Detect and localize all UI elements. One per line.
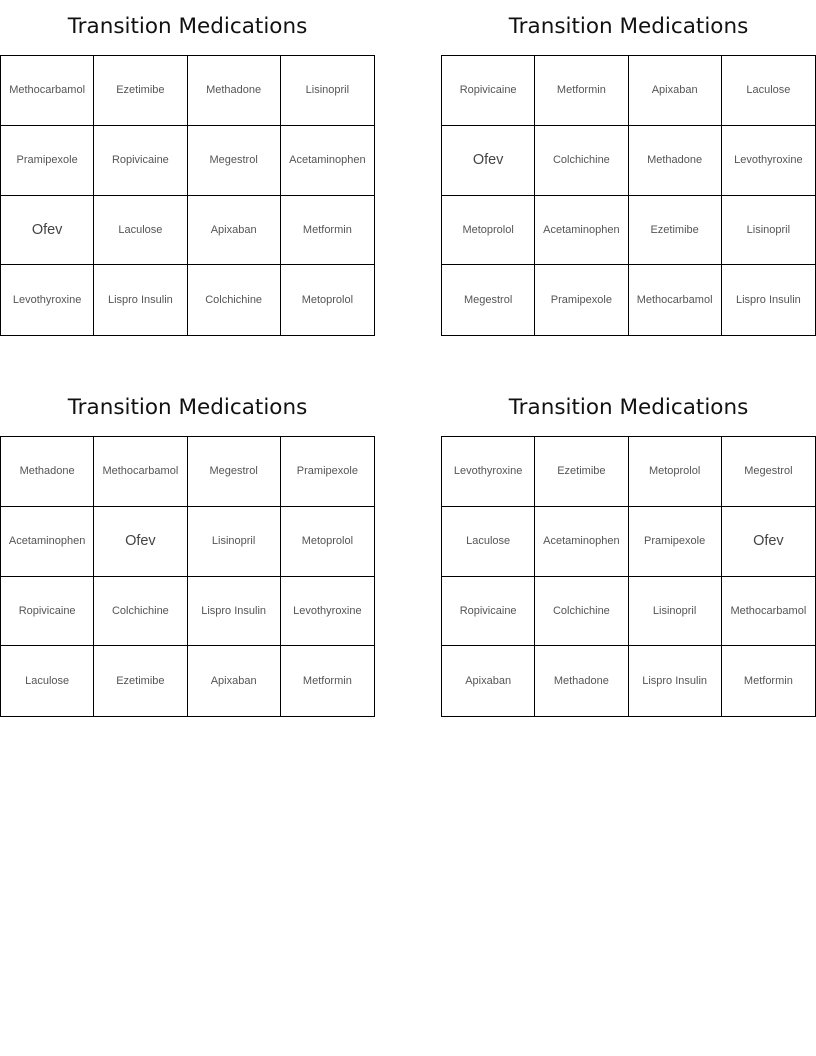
bingo-cell: Ezetimibe	[94, 646, 187, 716]
bingo-cell: Methadone	[188, 56, 281, 126]
bingo-cell: Laculose	[442, 507, 535, 577]
bingo-cell: Metoprolol	[629, 437, 722, 507]
bingo-cell: Megestrol	[188, 126, 281, 196]
bingo-cell: Colchichine	[188, 265, 281, 335]
bingo-cell: Colchichine	[535, 577, 628, 647]
bingo-cell: Ropivicaine	[442, 577, 535, 647]
bingo-cell: Colchichine	[535, 126, 628, 196]
bingo-cell: Methadone	[535, 646, 628, 716]
bingo-cell: Pramipexole	[281, 437, 374, 507]
bingo-cell: Metformin	[302, 675, 352, 688]
bingo-grid	[441, 55, 816, 336]
card-title: Transition Medications	[508, 14, 749, 39]
card-title: Transition Medications	[508, 395, 749, 420]
bingo-grid	[441, 436, 816, 717]
bingo-cell: Lispro Insulin	[735, 294, 801, 307]
card-title: Transition Medications	[67, 395, 308, 420]
bingo-free-cell: Ofev	[722, 507, 815, 577]
bingo-card	[0, 391, 375, 688]
bingo-free-cell: Ofev	[94, 507, 187, 577]
bingo-cell: Methadone	[629, 126, 722, 196]
bingo-grid	[0, 436, 375, 717]
bingo-free-cell: Ofev	[1, 196, 94, 266]
bingo-cell: Colchichine	[94, 577, 187, 647]
bingo-cell: Pramipexole	[629, 507, 722, 577]
bingo-cell: Methocarbamol	[1, 56, 94, 126]
bingo-cell: Megestrol	[442, 265, 535, 335]
bingo-free-cell: Ofev	[442, 126, 535, 196]
bingo-cell: Acetaminophen	[1, 507, 94, 577]
bingo-cell: Pramipexole	[535, 265, 628, 335]
bingo-cell: Acetaminophen	[535, 507, 628, 577]
bingo-cell: Laculose	[94, 196, 187, 266]
bingo-cell: Apixaban	[188, 196, 281, 266]
card-title: Transition Medications	[67, 14, 308, 39]
bingo-cell: Ezetimibe	[629, 196, 722, 266]
bingo-cell: Lispro Insulin	[188, 577, 281, 647]
bingo-cell: Lisinopril	[722, 196, 815, 266]
bingo-cell: Metoprolol	[301, 294, 354, 307]
bingo-cell: Laculose	[1, 646, 94, 716]
bingo-cell: Megestrol	[188, 437, 281, 507]
bingo-cell: Methocarbamol	[629, 265, 722, 335]
bingo-grid	[0, 55, 375, 336]
bingo-cell: Levothyroxine	[722, 126, 815, 196]
bingo-cell: Lisinopril	[281, 56, 374, 126]
bingo-cell: Pramipexole	[1, 126, 94, 196]
bingo-card	[0, 10, 375, 307]
bingo-cell: Lispro Insulin	[629, 646, 722, 716]
bingo-cell: Ropivicaine	[1, 577, 94, 647]
bingo-cell: Megestrol	[722, 437, 815, 507]
bingo-cell: Apixaban	[188, 646, 281, 716]
bingo-cell: Ezetimibe	[535, 437, 628, 507]
bingo-cell: Methadone	[1, 437, 94, 507]
bingo-card	[441, 10, 816, 307]
bingo-cell: Metformin	[743, 675, 793, 688]
bingo-cell: Lispro Insulin	[94, 265, 187, 335]
bingo-cell: Methocarbamol	[722, 577, 815, 647]
bingo-cell: Apixaban	[629, 56, 722, 126]
bingo-cell: Acetaminophen	[535, 196, 628, 266]
bingo-cell: Acetaminophen	[281, 126, 374, 196]
bingo-cell: Metoprolol	[281, 507, 374, 577]
bingo-cell: Ropivicaine	[94, 126, 187, 196]
bingo-cell: Lisinopril	[629, 577, 722, 647]
bingo-cell: Ropivicaine	[442, 56, 535, 126]
bingo-cell: Ezetimibe	[94, 56, 187, 126]
bingo-cell: Levothyroxine	[442, 437, 535, 507]
bingo-cell: Levothyroxine	[281, 577, 374, 647]
bingo-card	[441, 391, 816, 688]
bingo-cell: Metformin	[535, 56, 628, 126]
bingo-cell: Lisinopril	[188, 507, 281, 577]
bingo-cell: Levothyroxine	[1, 265, 94, 335]
bingo-cell: Metoprolol	[442, 196, 535, 266]
bingo-cell: Methocarbamol	[94, 437, 187, 507]
bingo-cell: Laculose	[722, 56, 815, 126]
bingo-cell: Apixaban	[442, 646, 535, 716]
bingo-cell: Metformin	[281, 196, 374, 266]
